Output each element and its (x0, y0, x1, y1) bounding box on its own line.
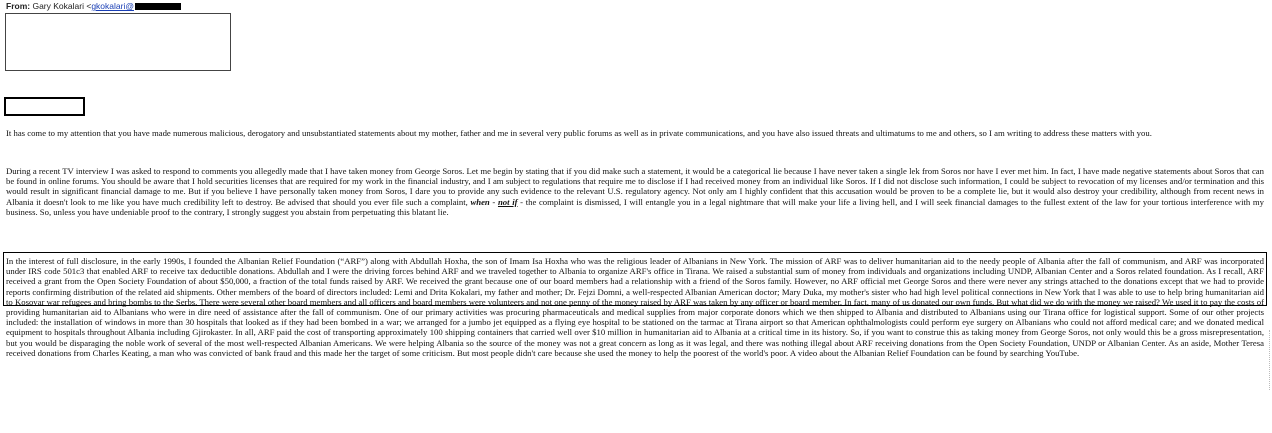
email-open-bracket: < (86, 1, 92, 11)
redacted-address-box (5, 13, 231, 71)
paragraph-disclosure: In the interest of full disclosure, in the early 1990s, I founded the Albanian Relief Foundation (“ARF”) along with Abdullah Hoxha, the son of Imam Isa Hoxha who was the religious leader of Albanians in New York. The mission of ARF was to deliver humanitarian aid to the needy people of Albania after the fall of communism, and ARF was incorporated under IRS code 501c3 that enabled ARF to receive tax deductible donations. Abdullah and I were the driving forces behind ARF and we traveled together to Albania to organize ARF's office in Tirana. We raised a substantial sum of money from individuals and organizations including UNDP, Albanian Center and a Soros related foundation. As I recall, ARF received a grant from the Open Society Foundation of about $50,000, a fraction of the total funds raised by ARF. We received the grant because one of our board members had a relationship with a friend of the Soros family. However, no ARF official met George Soros and there were never any strings attached to the donations except that we had to provide reports confirming distribution of the related aid shipments. Other members of the board of directors included: Lemi and Drita Kokalari, my father and mother; Dr. Fejzi Domni, a well-respected Albanian American doctor; Mary Duka, my mother's sister who had high level political connections in New York that I was able to use to help bring humanitarian aid to Kosovar war refugees and bring bombs to the Serbs. There were several other board members and all officers and board members were volunteers and not one penny of the money raised by ARF was taken by any officer or board member. In fact, many of us donated our own funds. But what did we do with the money we raised? We used it to pay the costs of providing humanitarian aid to Albanians who were in dire need of assistance after the fall of communism. One of our primary activities was procuring pharmaceuticals and medical supplies from major corporate donors which we then shipped to Albania and distributed to Albanians using our Tirana office for logistical support. Some of our other projects included: the installation of windows in more than 30 hospitals that looked as if they had been bombed in a war; we arranged for a jumbo jet equipped as a flying eye hospital to be stationed on the tarmac at Tirana airport so that American ophthalmologists could perform eye surgery on Albanians who could not afford medical care; and we donated medical equipment to hospitals throughout Albania including Gjirokaster. In all, ARF paid the cost of transporting approximately 100 shipping containers that carried well over $10 million in humanitarian aid to Albania at a critical time in its history. So, if you want to construe this as taking money from George Soros, not only would this be a gross misrepresentation, but you would be disparaging the noble work of several of the most well-respected Albanian Americans. We were helping Albania so the source of the money was not a great concern as long as it was legal, and there was nothing illegal about ARF receiving donations from the Open Society Foundation, UNDP or Albanian Center. As an aside, Mother Teresa received donations from Charles Keating, a man who was convicted of bank fraud and this made her the target of some criticism. But most people didn't care because she used the money to help the poorest of the world's poor. A video about the Albanian Relief Foundation can be found by searching YouTube. (6, 256, 1264, 358)
scroll-edge (1266, 330, 1270, 390)
paragraph-soros-claim (6, 166, 1264, 217)
sender-name: Gary Kokalari (32, 1, 84, 11)
emphasis-not-if: not if (497, 196, 518, 207)
paragraph-intro: It has come to my attention that you have made numerous malicious, derogatory and unsubstantiated statements about my mother, father and me in several very public forums as well as in private communications, and you have also issued threats and ultimatums to me and others, so I am writing to address these matters with you. (6, 128, 1152, 138)
emphasis-when: when (470, 196, 490, 207)
paragraph-soros-text-a: During a recent TV interview I was asked to respond to comments you allegedly made that I have taken money from George Soros. Let me begin by stating that if you did make such a statement, it would be a categorical lie because I have never taken a single lek from Soros nor have I ever met him. In fact, I have made negative statements about Soros that can be found in online forums. You should be aware that I hold securities licenses that are required for my work in the financial industry, and I am subject to regulations that require me to disclose if I had received money from an individual like Soros. If I did not disclose such information, I could be subject to revocation of my licenses and/or termination and this would result in significant financial damage to me. But if you believe I have personally taken money from Soros, I dare you to provide any such evidence to the relevant U.S. regulatory agency. Not only am I highly confident that this accusation would be proven to be a complete lie, but it would also destroy your credibility, although from recent news in Albania it doesn't look to me like you have much credibility left to destroy. Be advised that should you ever file such a complaint, (6, 166, 1264, 207)
sender-email-link[interactable]: gkokalari@ (91, 1, 134, 11)
redacted-name-box (4, 97, 85, 116)
paragraph-soros-text-b: - the complaint is dismissed, I will entangle you in a legal nightmare that will make your life a living hell, and I will seek financial damages to the fullest extent of the law for your tortious interference with my business. So, unless you have undeniable proof to the contrary, I strongly suggest you abstain from perpetuating this blatant lie. (6, 196, 1264, 217)
redaction-bar (135, 3, 181, 10)
disclosure-section (6, 256, 1264, 358)
from-line (6, 1, 181, 11)
from-label: From: (6, 1, 31, 11)
emphasis-dash: - (489, 196, 498, 207)
